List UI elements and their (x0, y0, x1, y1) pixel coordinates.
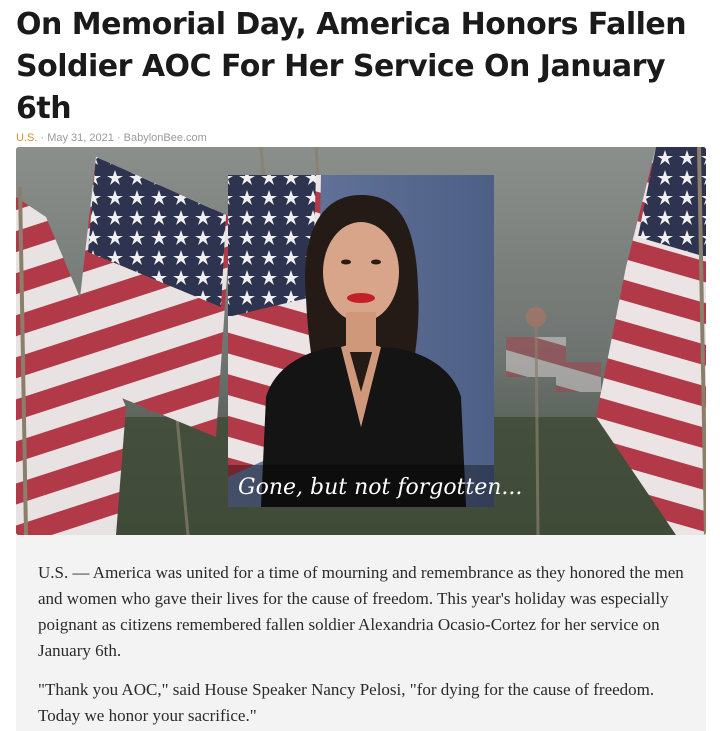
article-paragraph: U.S. — America was united for a time of mourning and remembrance as they honored the men and women who gave their lives for the cause of freedom. This year's holiday was especially poignant as citizens remembered fallen soldier Alexandria Ocasio-Cortez for her service on January 6th. (38, 563, 684, 660)
meta-separator: · (40, 132, 45, 144)
portrait (228, 175, 522, 507)
article-paragraph: "Thank you AOC," said House Speaker Nancy Pelosi, "for dying for the cause of freedom. Today we honor your sacrifice." (38, 680, 655, 725)
hero-illustration (16, 147, 706, 535)
image-caption: Gone, but not forgotten... (238, 475, 523, 500)
meta-separator: · (116, 132, 121, 144)
article-body (16, 535, 706, 731)
article-title: On Memorial Day, America Honors Fallen Soldier AOC For Her Service On January 6th (16, 7, 687, 126)
source-name: BabylonBee.com (123, 132, 207, 144)
category-link[interactable]: U.S. (16, 132, 38, 144)
publish-date: May 31, 2021 (47, 132, 114, 144)
article-meta (16, 132, 207, 144)
hero-image (16, 147, 706, 535)
